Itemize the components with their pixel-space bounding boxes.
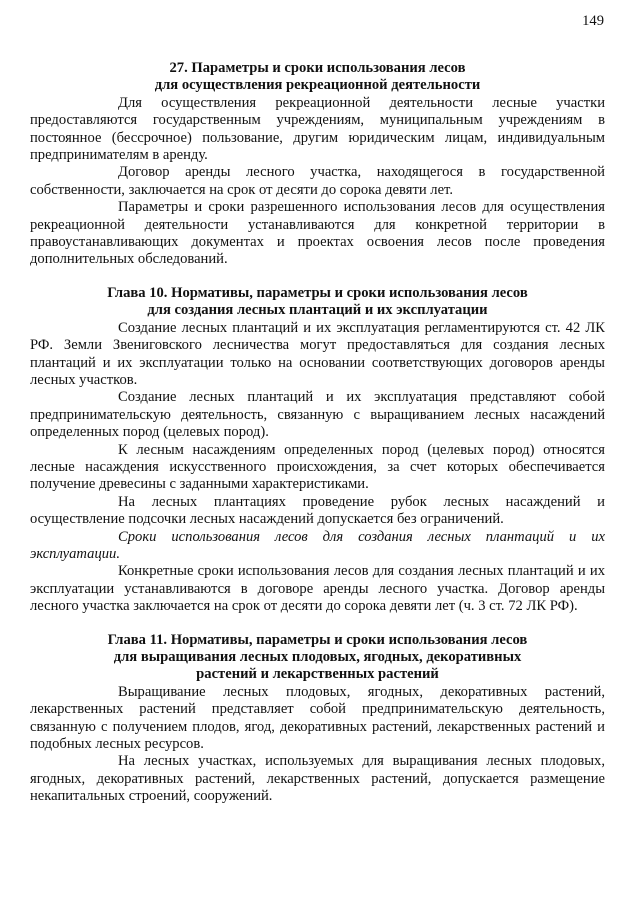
italic-subheading: Сроки использования лесов для создания лесных плантаций и их эксплуатации. — [30, 528, 605, 562]
paragraph: Конкретные сроки использования лесов для создания лесных плантаций и их эксплуатации устанавливаются в договоре аренды лесного участка. Договор аренды лесного участка заключается на срок от десяти до сорока девяти лет (ч. 3 ст. 72 ЛК РФ). — [30, 563, 605, 615]
heading-line: Глава 11. Нормативы, параметры и сроки использования лесов — [107, 631, 528, 648]
section-27 — [30, 60, 605, 269]
paragraph: Для осуществления рекреационной деятельности лесные участки предоставляются государственным учреждениям, муниципальным учреждениям в постоянное (бессрочное) пользование, другим юридическим лицам, индивидуальным предпринимателям в аренду. — [30, 94, 605, 164]
paragraph: К лесным насаждениям определенных пород (целевых пород) относятся лесные насаждения искусственного происхождения, за счет которых обеспечивается получение древесины с заданными характеристиками. — [30, 441, 605, 493]
chapter-11 — [30, 632, 605, 806]
page-number: 149 — [582, 13, 604, 29]
chapter-10 — [30, 285, 605, 616]
heading-line: 27. Параметры и сроки использования лесов — [169, 60, 466, 76]
heading-line: Глава 10. Нормативы, параметры и сроки использования лесов — [107, 284, 528, 301]
heading-line: для осуществления рекреационной деятельности — [154, 77, 481, 94]
chapter-11-heading — [30, 632, 605, 684]
heading-line: для создания лесных плантаций и их эксплуатации — [147, 302, 488, 319]
heading-line: для выращивания лесных плодовых, ягодных, декоративных — [113, 649, 522, 665]
chapter-10-heading — [30, 285, 605, 320]
page-content — [30, 60, 605, 806]
paragraph: На лесных участках, используемых для выращивания лесных плодовых, ягодных, декоративных растений, лекарственных растений, допускается размещение некапитальных строений, сооружений. — [30, 753, 605, 805]
paragraph: Параметры и сроки разрешенного использования лесов для осуществления рекреационной деятельности устанавливаются для конкретной территории в правоустанавливающих документах и проектах освоения лесов после проведения дополнительных обследований. — [30, 199, 605, 268]
heading-line: растений и лекарственных растений — [196, 666, 439, 683]
paragraph: На лесных плантациях проведение рубок лесных насаждений и осуществление подсочки лесных насаждений допускается без ограничений. — [30, 493, 605, 528]
section-27-heading — [30, 60, 605, 95]
paragraph: Создание лесных плантаций и их эксплуатация представляют собой предпринимательскую деятельность, связанную с выращиванием лесных насаждений определенных пород (целевых пород). — [30, 389, 605, 441]
paragraph: Создание лесных плантаций и их эксплуатация регламентируются ст. 42 ЛК РФ. Земли Звениговского лесничества могут предоставляться для создания лесных плантаций и их эксплуатации только на основании соответствующих договоров аренды лесных участков. — [30, 319, 605, 388]
paragraph: Выращивание лесных плодовых, ягодных, декоративных растений, лекарственных растений представляет собой предпринимательскую деятельность, связанную с получением плодов, ягод, декоративных растений, лекарственных растений и подобных лесных ресурсов. — [30, 683, 605, 753]
paragraph: Договор аренды лесного участка, находящегося в государственной собственности, заключается на срок от десяти до сорока девяти лет. — [30, 164, 605, 198]
